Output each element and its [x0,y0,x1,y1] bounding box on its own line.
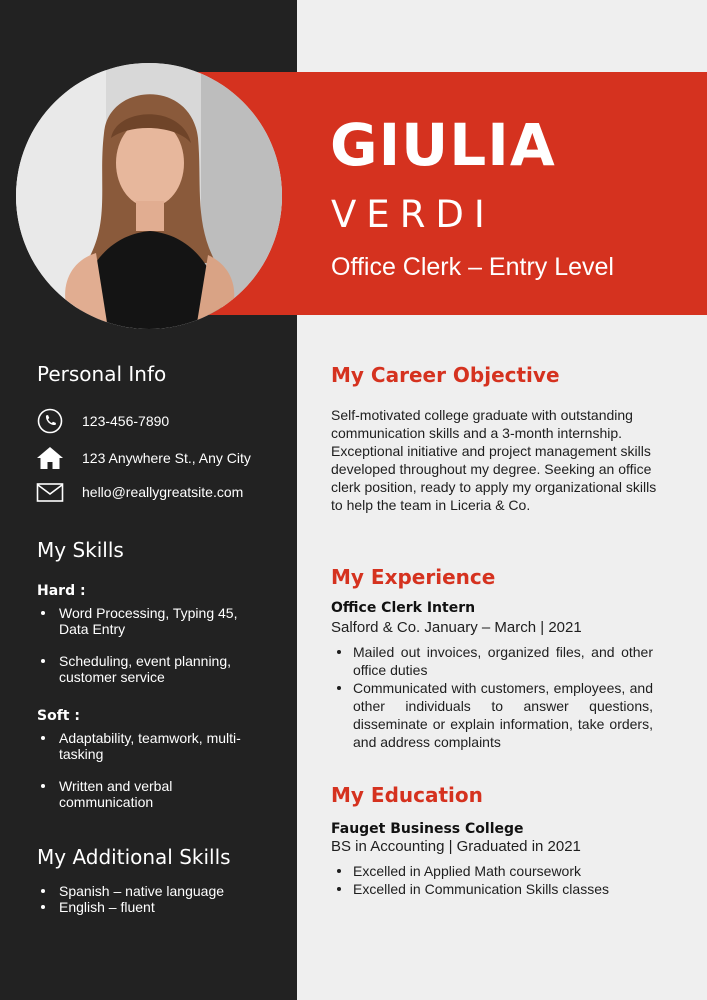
phone-icon [36,408,64,434]
skills-heading: My Skills [37,538,124,562]
email-text[interactable]: hello@reallygreatsite.com [82,484,244,500]
list-item: Scheduling, event planning, customer service [38,653,263,685]
first-name: GIULIA [330,111,556,179]
list-item: Excelled in Applied Math coursework [331,862,653,880]
list-item: Adaptability, teamwork, multi-tasking [38,730,263,762]
education-title: Fauget Business College [331,821,524,837]
hard-skills-label: Hard : [37,583,86,599]
additional-skills-list [38,883,263,915]
experience-title: Office Clerk Intern [331,600,476,616]
list-item: English – fluent [38,899,263,915]
phone-text: 123-456-7890 [82,413,170,429]
address-text: 123 Anywhere St., Any City [82,450,251,466]
experience-list [331,643,653,751]
soft-skills-list [38,730,263,810]
job-title: Office Clerk – Entry Level [331,253,614,281]
list-item: Excelled in Communication Skills classes [331,880,653,898]
experience-heading: My Experience [331,565,496,589]
list-item: Word Processing, Typing 45, Data Entry [38,605,263,637]
education-heading: My Education [331,783,483,807]
home-icon [36,445,64,471]
list-item: Communicated with customers, employees, and other individuals to answer questions, disseminate or explain information, take orders, and address complaints [331,679,653,751]
additional-skills-heading: My Additional Skills [37,845,231,869]
objective-heading: My Career Objective [331,363,560,387]
list-item: Spanish – native language [38,883,263,899]
education-subtitle: BS in Accounting | Graduated in 2021 [331,838,581,855]
contact-phone [36,408,170,434]
education-list [331,862,653,898]
last-name: VERDI [331,193,495,236]
soft-skills-label: Soft : [37,708,80,724]
personal-info-heading: Personal Info [37,362,167,386]
mail-icon [36,479,64,505]
experience-subtitle: Salford & Co. January – March | 2021 [331,619,582,636]
contact-address [36,445,251,471]
profile-photo [16,63,282,329]
list-item: Mailed out invoices, organized files, and other office duties [331,643,653,679]
objective-text: Self-motivated college graduate with outstanding communication skills and a 3-month internship. Exceptional initiative and project management skills developed throughout my degree. Seeking an office clerk position, ready to apply my organizational skills to help the team in Liceria & Co. [331,407,657,513]
list-item: Written and verbal communication [38,778,263,810]
hard-skills-list [38,605,263,685]
contact-email [36,479,244,505]
